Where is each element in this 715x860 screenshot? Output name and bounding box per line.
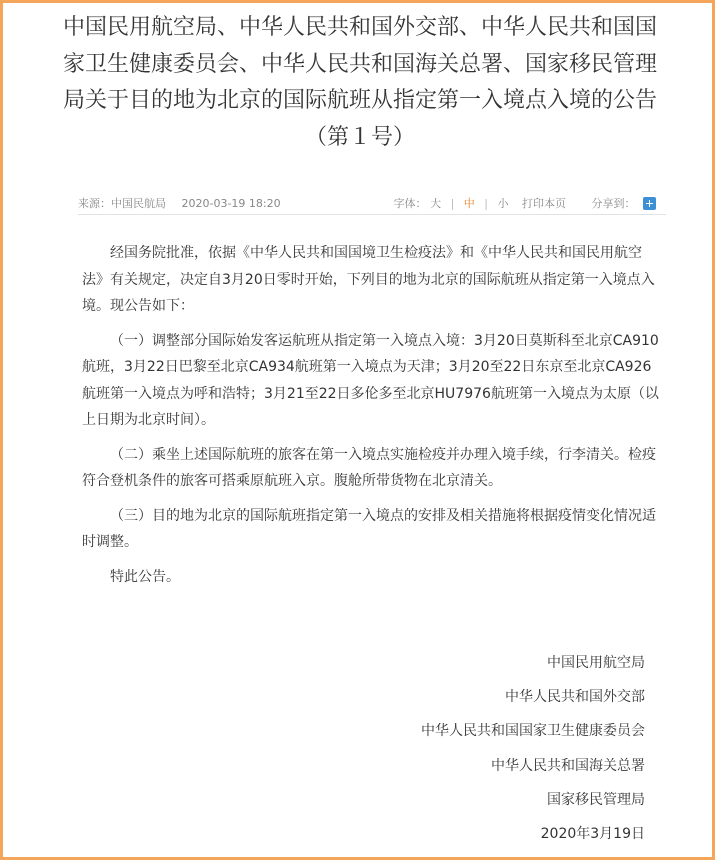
- separator: |: [484, 197, 488, 210]
- meta-tools: [394, 195, 656, 211]
- meta-info: [78, 195, 293, 211]
- signature-block: [421, 646, 645, 851]
- paragraph-item-1: （一）调整部分国际始发客运航班从指定第一入境点入境：3月20日莫斯科至北京CA910航班，3月22日巴黎至北京CA934航班第一入境点为天津；3月20至22日东京至北京CA926航班第一入境点为呼和浩特；3月21至22日多伦多至北京HU7976航班第一入境点为太原（以上日期为北京时间）。: [82, 332, 659, 428]
- paragraph-intro: 经国务院批准，依据《中华人民共和国国境卫生检疫法》和《中华人民共和国民用航空法》有关规定，决定自3月20日零时开始，下列目的地为北京的国际航班从指定第一入境点入境。现公告如下：: [82, 245, 655, 314]
- separator: |: [450, 197, 455, 210]
- print-page-link[interactable]: 打印本页: [522, 197, 566, 210]
- signatory: 中国民用航空局: [547, 655, 645, 671]
- article-meta-bar: [78, 184, 666, 215]
- font-size-small-link[interactable]: 小: [497, 197, 509, 210]
- share-label: 分享到：: [591, 197, 636, 210]
- font-size-large-link[interactable]: 大: [430, 197, 442, 210]
- share-plus-icon[interactable]: [643, 197, 656, 210]
- source-label: 来源：中国民航局: [78, 197, 166, 210]
- font-size-label: 字体：: [393, 197, 427, 210]
- signatory: 中华人民共和国海关总署: [491, 757, 645, 774]
- signatory: 中华人民共和国外交部: [505, 689, 645, 706]
- font-size-medium-link[interactable]: 中: [463, 197, 475, 210]
- publish-datetime: 2020-03-19 18:20: [181, 197, 281, 210]
- signatory: 中华人民共和国国家卫生健康委员会: [421, 723, 645, 740]
- article-body: [82, 240, 662, 598]
- signatory: 国家移民管理局: [547, 791, 645, 808]
- closing-line: 特此公告。: [110, 568, 180, 585]
- issue-date: 2020年3月19日: [540, 826, 645, 843]
- paragraph-item-3: （三）目的地为北京的国际航班指定第一入境点的安排及相关措施将根据疫情变化情况适时调整。: [82, 507, 656, 550]
- page-title: 中国民用航空局、中华人民共和国外交部、中华人民共和国国家卫生健康委员会、中华人民共和国海关总署、国家移民管理局关于目的地为北京的国际航班从指定第一入境点入境的公告（第１号）: [62, 15, 657, 150]
- paragraph-item-2: （二）乘坐上述国际航班的旅客在第一入境点实施检疫并办理入境手续，行李清关。检疫符合登机条件的旅客可搭乘原航班入京。腹舱所带货物在北京清关。: [82, 446, 656, 489]
